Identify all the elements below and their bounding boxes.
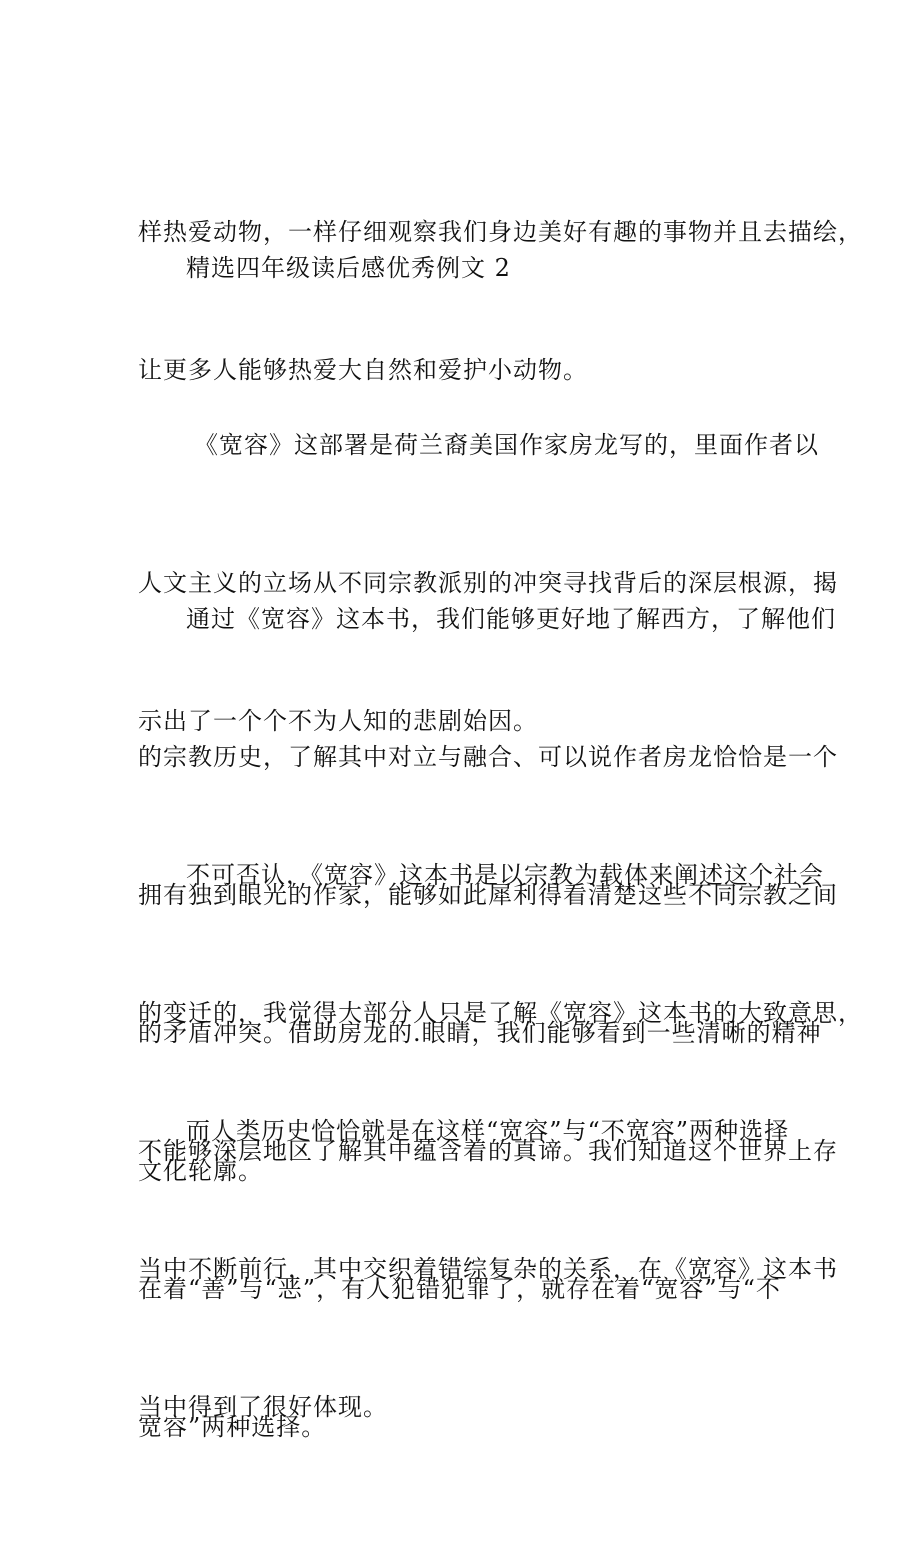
text-line: 《宽容》这部署是荷兰裔美国作家房龙写的，里面作者以 <box>194 431 819 459</box>
section-heading: 精选四年级读后感优秀例文 2 <box>186 254 511 282</box>
paragraph-4 <box>138 1016 838 1522</box>
text-line: 当中得到了很好体现。 <box>138 1393 388 1421</box>
text-line: 的矛盾冲突。借助房龙的.眼睛，我们能够看到一些清晰的精神 <box>138 1019 822 1047</box>
text-line: 宽容”两种选择。 <box>138 1413 327 1441</box>
text-line: 让更多人能够热爱大自然和爱护小动物。 <box>138 356 588 384</box>
text-line: 不能够深层地区了解其中蕴含着的真谛。我们知道这个世界上存 <box>138 1137 838 1165</box>
text-line: 不可否认，《宽容》这本书是以宗教为载体来阐述这个社会 <box>186 861 824 889</box>
text-line: 人文主义的立场从不同宗教派别的冲突寻找背后的深层根源，揭 <box>138 569 838 597</box>
text-line: 的宗教历史，了解其中对立与融合、可以说作者房龙恰恰是一个 <box>138 743 838 771</box>
text-line: 当中不断前行，其中交织着错综复杂的关系，在《宽容》这本书 <box>138 1255 838 1283</box>
text-line: 的变迁的，我觉得大部分人只是了解《宽容》这本书的大致意思， <box>138 999 863 1027</box>
text-line: 样热爱动物，一样仔细观察我们身边美好有趣的事物并且去描绘， <box>138 218 863 246</box>
text-line: 示出了一个个不为人知的悲剧始因。 <box>138 707 538 735</box>
text-line: 拥有独到眼光的作家，能够如此犀利得看清楚这些不同宗教之间 <box>138 881 838 909</box>
text-line: 文化轮廓。 <box>138 1157 263 1185</box>
text-line: 通过《宽容》这本书，我们能够更好地了解西方，了解他们 <box>186 605 836 633</box>
text-line: 而人类历史恰恰就是在这样“宽容”与“不宽容”两种选择 <box>186 1117 790 1145</box>
text-line: 在着“善”与“恶”，有人犯错犯罪了，就存在着“宽容”与“不 <box>138 1275 781 1303</box>
